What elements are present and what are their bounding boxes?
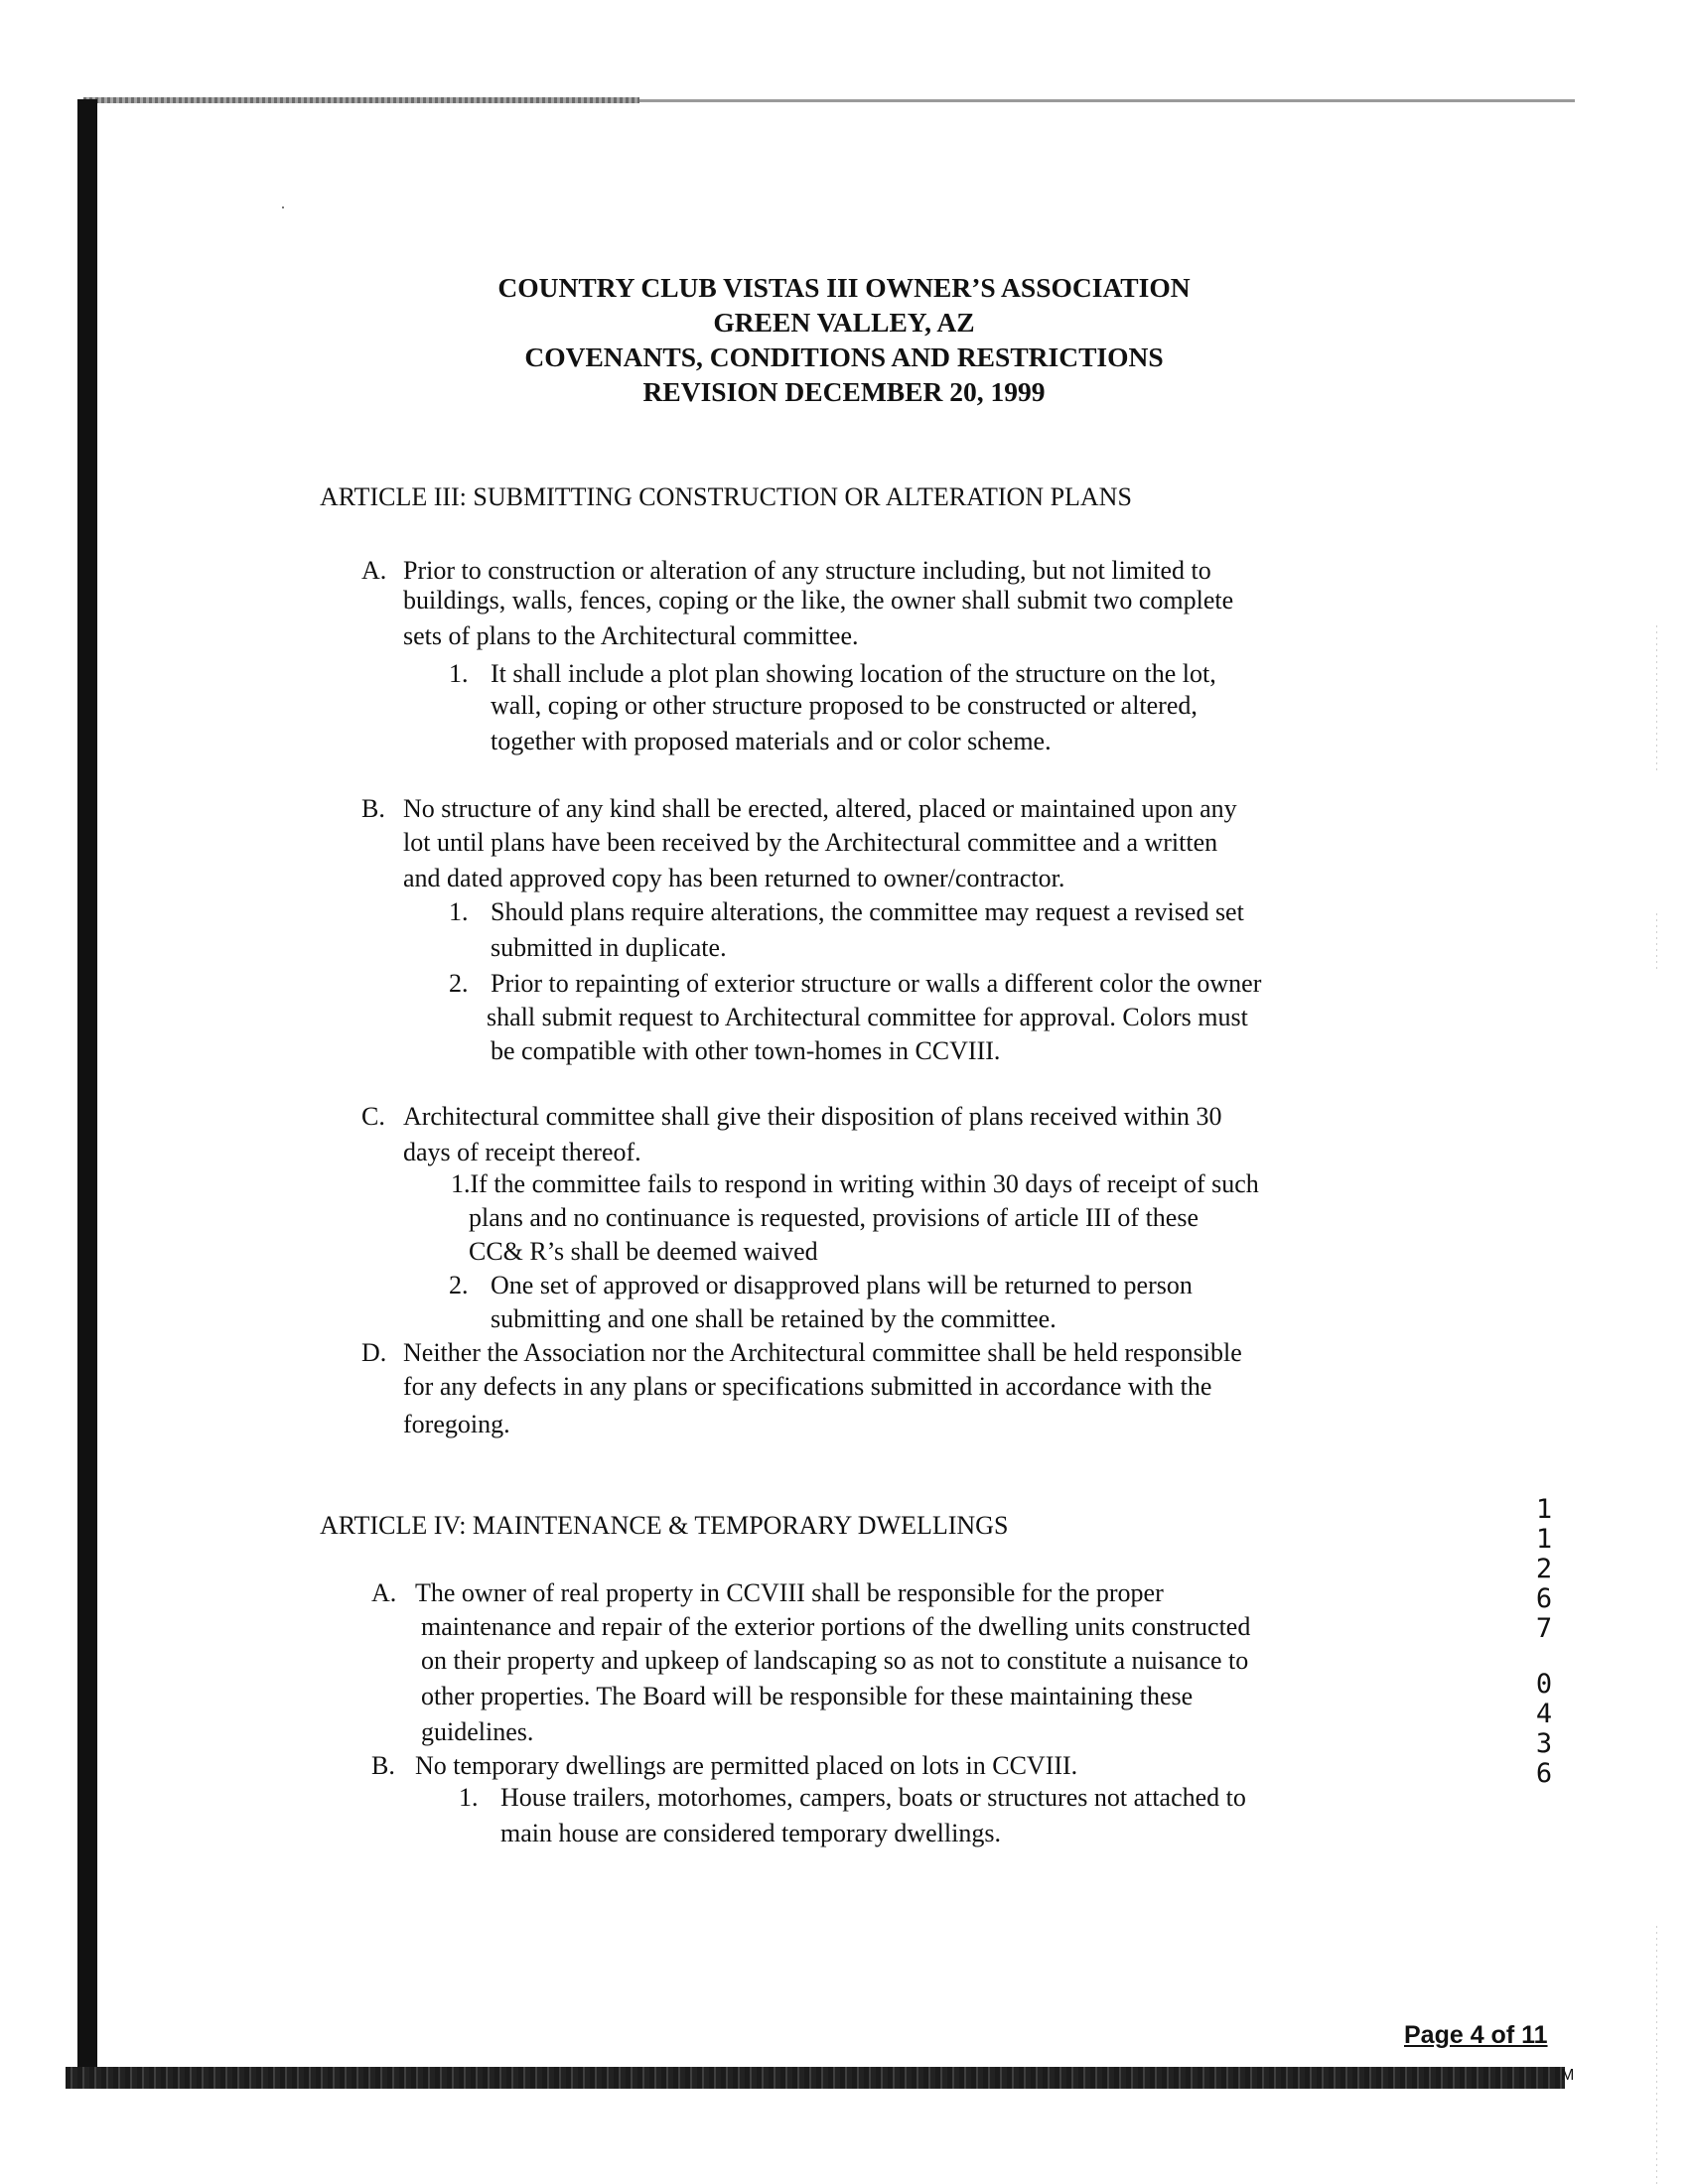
article-3-b-2-line: Prior to repainting of exterior structure or walls a different color the owner xyxy=(491,969,1262,998)
recording-digit: 2 xyxy=(1535,1554,1553,1584)
scan-bottom-border xyxy=(66,2067,1565,2089)
article-4-a-line: guidelines. xyxy=(421,1717,534,1746)
header-title: COVENANTS, CONDITIONS AND RESTRICTIONS xyxy=(524,341,1164,372)
scan-right-noise xyxy=(1656,1926,1657,2184)
scan-right-noise xyxy=(1656,913,1657,973)
recording-digit: 0 xyxy=(1535,1669,1553,1700)
article-3-b-2-line: shall submit request to Architectural committee for approval. Colors must xyxy=(487,1003,1248,1031)
article-3-c-2-marker: 2. xyxy=(449,1271,469,1299)
article-3-a-1-line: together with proposed materials and or color scheme. xyxy=(491,727,1052,755)
article-3-c-1-line: plans and no continuance is requested, provisions of article III of these xyxy=(469,1203,1198,1232)
scan-speck xyxy=(282,206,284,208)
article-3-b-line: No structure of any kind shall be erected, altered, placed or maintained upon any xyxy=(403,794,1237,823)
header-association: COUNTRY CLUB VISTAS III OWNER’S ASSOCIATION xyxy=(497,272,1191,303)
header-location: GREEN VALLEY, AZ xyxy=(713,307,975,338)
article-3-c-line: days of receipt thereof. xyxy=(403,1138,641,1166)
article-3-c-2-line: One set of approved or disapproved plans will be returned to person xyxy=(491,1271,1193,1299)
article-3-a-line: Prior to construction or alteration of any structure including, but not limited to xyxy=(403,556,1211,585)
article-4-a-line: other properties. The Board will be responsible for these maintaining these xyxy=(421,1682,1194,1710)
article-3-b-1-line: Should plans require alterations, the committee may request a revised set xyxy=(491,897,1244,926)
page-number: Page 4 of 11 xyxy=(1404,2021,1548,2049)
recording-digit: 7 xyxy=(1535,1613,1553,1644)
article-4-b-line: No temporary dwellings are permitted placed on lots in CCVIII. xyxy=(415,1751,1078,1780)
article-3-c-2-line: submitting and one shall be retained by the committee. xyxy=(491,1304,1057,1333)
article-3-b-1-marker: 1. xyxy=(449,897,469,926)
scan-bottom-fragment: M xyxy=(1561,2067,1575,2084)
article-4-a-line: on their property and upkeep of landscaping so as not to constitute a nuisance to xyxy=(421,1646,1249,1675)
article-4-title: ARTICLE IV: MAINTENANCE & TEMPORARY DWELLINGS xyxy=(320,1511,1009,1540)
article-3-a-1-line: wall, coping or other structure proposed to be constructed or altered, xyxy=(491,691,1198,720)
article-3-a-1-marker: 1. xyxy=(449,659,469,688)
article-3-c-1-line: CC& R’s shall be deemed waived xyxy=(469,1237,818,1266)
article-3-c-marker: C. xyxy=(361,1102,385,1131)
article-4-a-line: maintenance and repair of the exterior portions of the dwelling units constructed xyxy=(421,1612,1251,1641)
article-3-title: ARTICLE III: SUBMITTING CONSTRUCTION OR ALTERATION PLANS xyxy=(320,482,1132,511)
article-3-d-line: Neither the Association nor the Architectural committee shall be held responsible xyxy=(403,1338,1242,1367)
scan-left-border xyxy=(77,99,97,2080)
article-4-b-1-line: main house are considered temporary dwellings. xyxy=(500,1819,1001,1847)
recording-number xyxy=(1533,1495,1555,1789)
article-3-d-line: for any defects in any plans or specifications submitted in accordance with the xyxy=(403,1372,1212,1401)
recording-digit: 3 xyxy=(1535,1728,1553,1759)
article-3-b-2-marker: 2. xyxy=(449,969,469,998)
article-3-d-marker: D. xyxy=(361,1338,387,1367)
article-4-b-marker: B. xyxy=(371,1751,395,1780)
article-3-b-line: lot until plans have been received by the Architectural committee and a written xyxy=(403,828,1218,857)
article-3-d-line: foregoing. xyxy=(403,1410,510,1438)
article-3-b-1-line: submitted in duplicate. xyxy=(491,933,727,962)
article-3-a-1-line: It shall include a plot plan showing location of the structure on the lot, xyxy=(491,659,1216,688)
article-3-c-1-line: 1.If the committee fails to respond in writing within 30 days of receipt of such xyxy=(451,1169,1259,1198)
recording-digit: 1 xyxy=(1535,1494,1553,1525)
article-3-b-line: and dated approved copy has been returned to owner/contractor. xyxy=(403,864,1065,892)
article-4-a-marker: A. xyxy=(371,1578,397,1607)
article-3-a-line: sets of plans to the Architectural committee. xyxy=(403,621,859,650)
article-3-b-marker: B. xyxy=(361,794,385,823)
article-3-c-line: Architectural committee shall give their disposition of plans received within 30 xyxy=(403,1102,1222,1131)
article-3-b-2-line: be compatible with other town-homes in CCVIII. xyxy=(491,1036,1001,1065)
article-3-a-marker: A. xyxy=(361,556,387,585)
recording-digit: 4 xyxy=(1535,1699,1553,1729)
scan-top-border-shade xyxy=(83,97,639,103)
article-4-b-1-marker: 1. xyxy=(459,1783,479,1812)
recording-gap xyxy=(1533,1644,1555,1670)
article-4-a-line: The owner of real property in CCVIII shall be responsible for the proper xyxy=(415,1578,1164,1607)
article-4-b-1-line: House trailers, motorhomes, campers, boats or structures not attached to xyxy=(500,1783,1246,1812)
recording-digit: 6 xyxy=(1535,1583,1553,1614)
recording-digit: 6 xyxy=(1535,1758,1553,1789)
header-revision: REVISION DECEMBER 20, 1999 xyxy=(642,376,1046,407)
article-3-a-line: buildings, walls, fences, coping or the like, the owner shall submit two complete xyxy=(403,586,1234,614)
scan-right-noise xyxy=(1656,625,1657,774)
document-header xyxy=(298,270,1390,409)
recording-digit: 1 xyxy=(1535,1524,1553,1555)
